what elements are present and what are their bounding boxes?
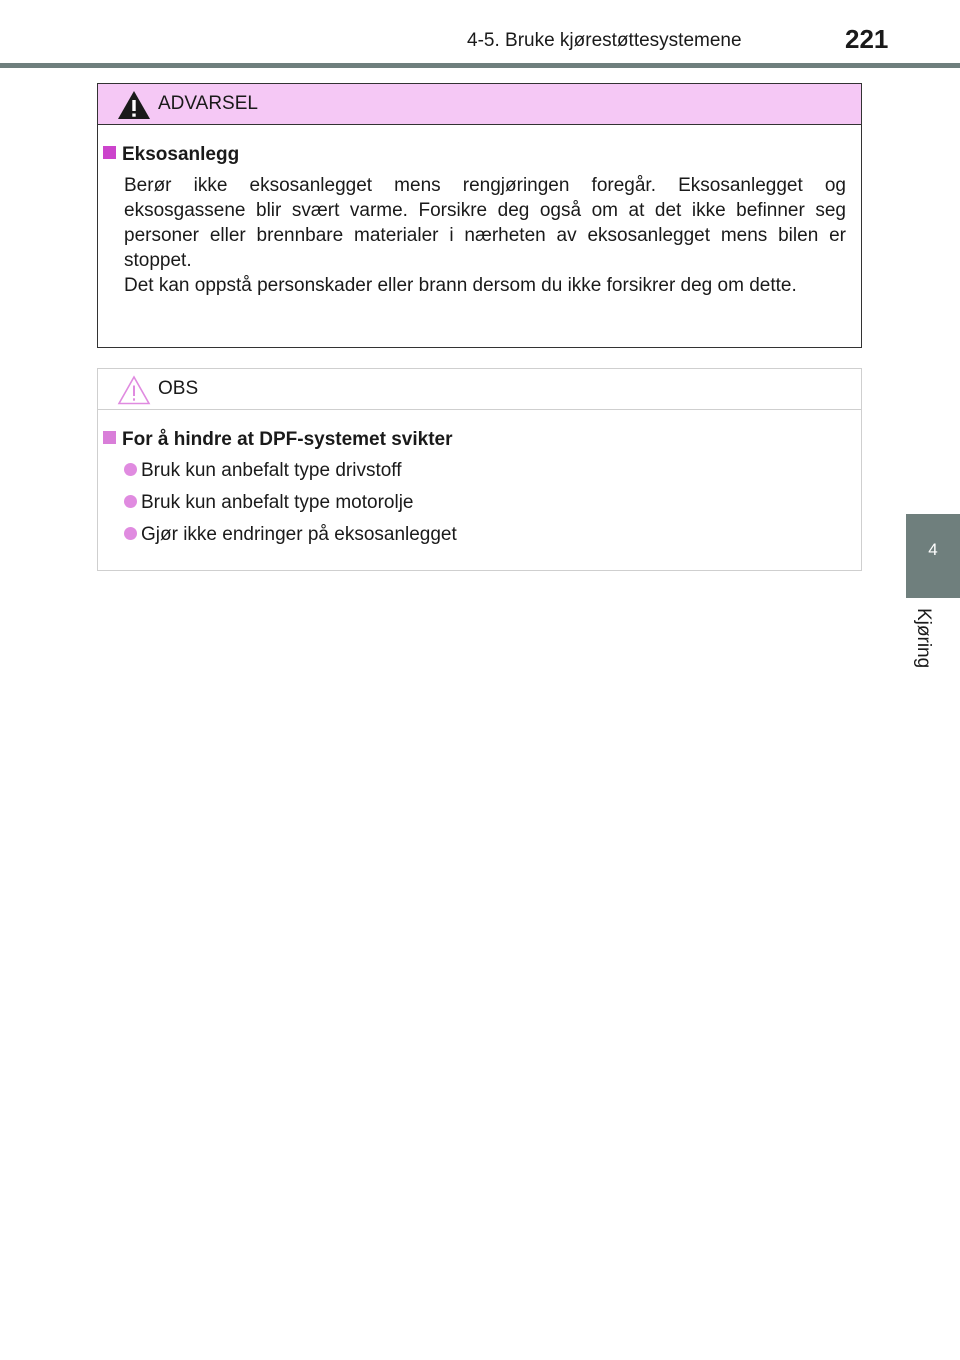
warning-triangle-outline-icon bbox=[116, 374, 152, 406]
warning-box bbox=[97, 83, 862, 348]
warning-paragraph-2: Det kan oppstå personskader eller brann dersom du ikke forsikrer deg om dette. bbox=[124, 275, 797, 296]
list-item: Bruk kun anbefalt type drivstoff bbox=[124, 460, 402, 482]
warning-heading bbox=[103, 144, 239, 166]
warning-triangle-filled-icon bbox=[116, 89, 152, 121]
list-item: Gjør ikke endringer på eksosanlegget bbox=[124, 524, 457, 546]
warning-label: ADVARSEL bbox=[158, 93, 258, 114]
notice-heading bbox=[103, 429, 453, 451]
warning-paragraph-1: Berør ikke eksosanlegget mens rengjøringen foregår. Eksosanlegget og eksosgassene blir svært varme. Forsikre deg også om at det ikke befinner seg personer eller brennbare materialer i nærheten av eksosanlegget mens bilen er stoppet. bbox=[124, 175, 846, 271]
notice-label: OBS bbox=[158, 378, 199, 399]
round-bullet-icon bbox=[124, 463, 137, 476]
notice-box-header bbox=[98, 369, 861, 410]
chapter-number: 4 bbox=[928, 540, 938, 559]
square-bullet-icon bbox=[103, 431, 116, 444]
warning-body bbox=[124, 173, 846, 298]
round-bullet-icon bbox=[124, 495, 137, 508]
header-rule bbox=[0, 63, 960, 68]
warning-heading-text: Eksosanlegg bbox=[122, 144, 240, 165]
chapter-label: Kjøring bbox=[913, 608, 934, 669]
notice-box bbox=[97, 368, 862, 571]
square-bullet-icon bbox=[103, 146, 116, 159]
round-bullet-icon bbox=[124, 527, 137, 540]
list-item: Bruk kun anbefalt type motorolje bbox=[124, 492, 414, 514]
notice-heading-text: For å hindre at DPF-systemet svikter bbox=[122, 429, 453, 450]
section-title: 4-5. Bruke kjørestøttesystemene bbox=[467, 30, 742, 51]
warning-box-header bbox=[98, 84, 861, 125]
page-number: 221 bbox=[845, 24, 889, 54]
